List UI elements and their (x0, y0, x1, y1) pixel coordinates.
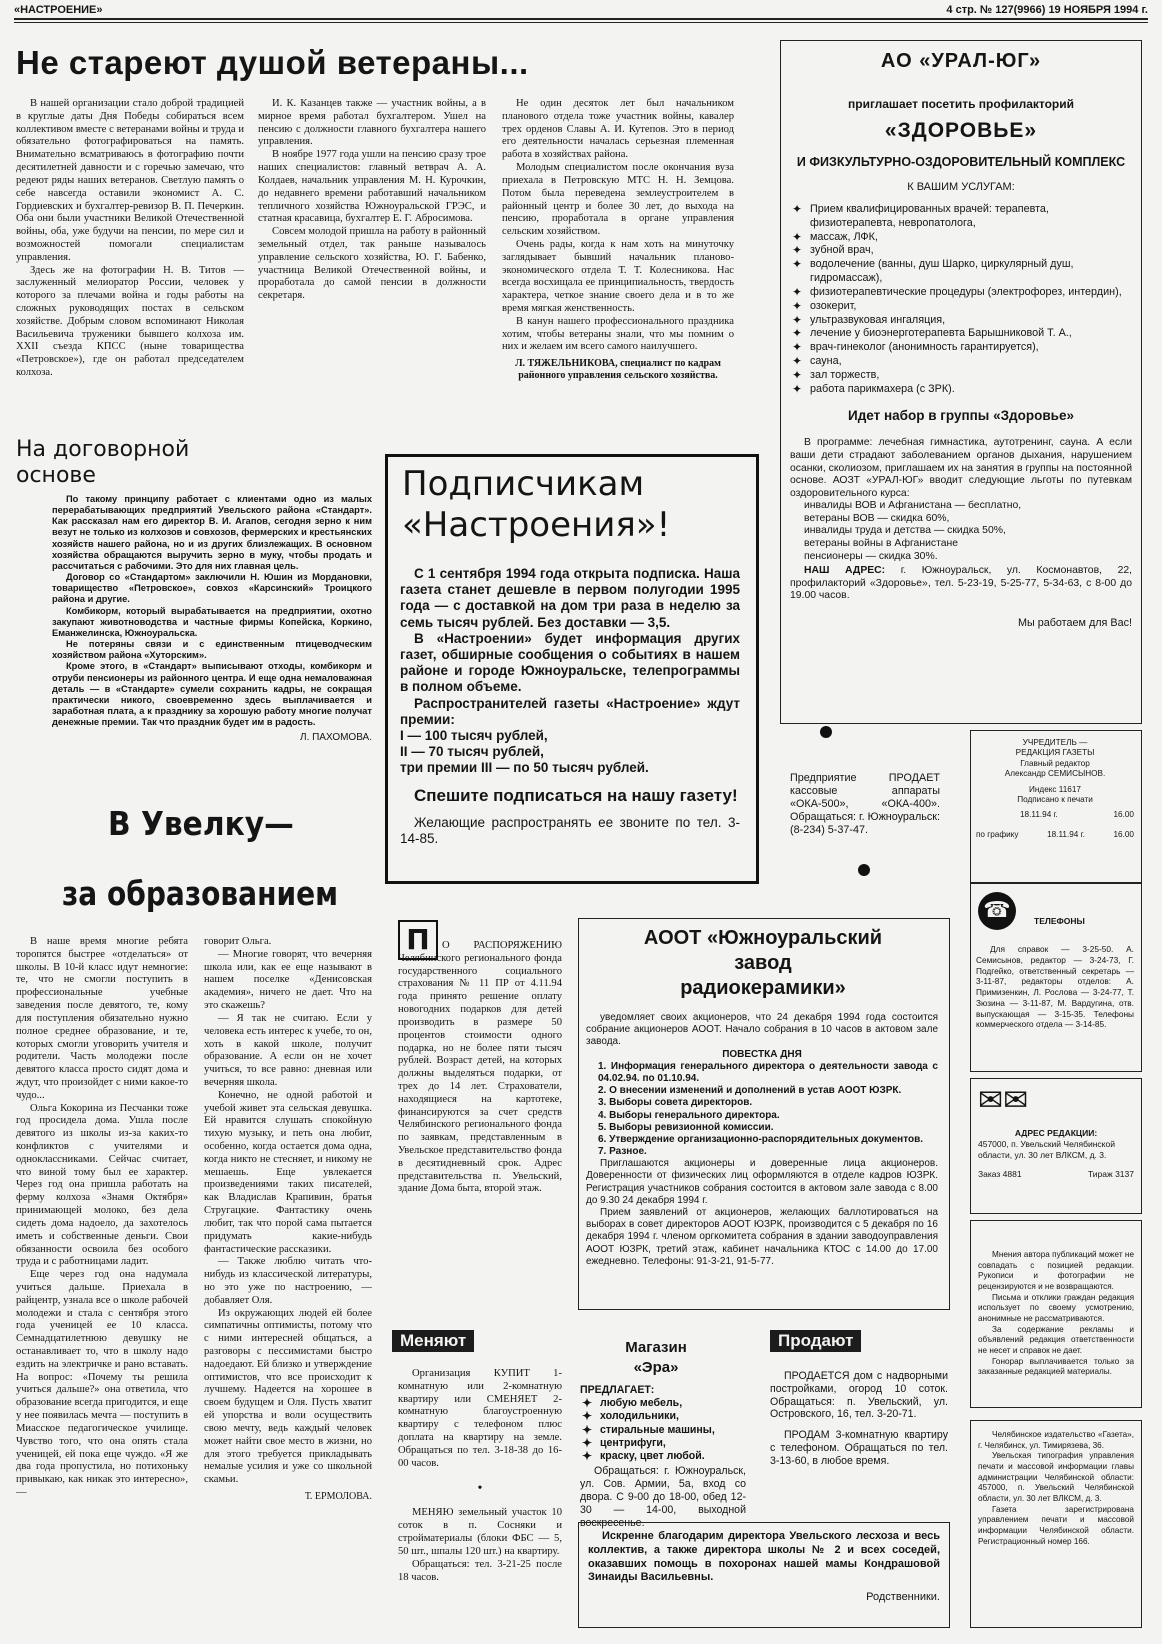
prize-3: три премии III — по 50 тысяч рублей. (400, 760, 649, 776)
prodayut-p1: ПРОДАЕТСЯ дом с надворными постройками, огород 10 соток. Обращаться: п. Увельский, ул. Островского, 16, тел. 3-20-71. (770, 1370, 948, 1421)
disclaimer-p: За содержание рекламы и объявлений редакция ответственности не несет и справок не дает. (978, 1324, 1134, 1355)
agenda-item: 4. Выборы генерального директора. (598, 1109, 780, 1121)
benefit-item: инвалиды труда и детства — скидка 50%, (804, 525, 1006, 537)
ural-closing: Мы работаем для Вас! (1017, 616, 1132, 629)
article2-title-line1: На договорной (16, 437, 190, 462)
disclaimer-content (978, 1250, 1134, 1378)
publisher-p: Газета зарегистрирована управлением печати и массовой информации Челябинской области. Регистрационный номер 166. (978, 1504, 1134, 1546)
prodayut-tag (770, 1330, 861, 1352)
article3-title-line1: В Увелку— (108, 804, 294, 843)
article1-column-1 (16, 98, 244, 380)
subscribe-body (400, 566, 740, 847)
ural-program (790, 437, 1132, 603)
disclaimer-p: Гонорар выплачивается только за заказанные редакцией материалы. (978, 1356, 1134, 1377)
paragraph: В ноябре 1977 года ушли на пенсию сразу трое наших специалистов: главный ветврач А. А. Колдаев, начальник управления М. Н. Курочкин, до недавнего времени работавший начальником тепличного хозяйства Южноуральской ГРЭС, и статная красавица, бухгалтер Е. Г. Абросимова. (258, 149, 486, 225)
list-item: ✦ стиральные машины, (580, 1424, 746, 1437)
envelope-icon: ✉✉ (978, 1083, 1029, 1118)
article2-title-line2: основе (16, 463, 96, 489)
bullet-dot-2 (858, 864, 870, 876)
dot-separator: • (477, 1480, 483, 1496)
benefit-item: пенсионеры — скидка 30%. (804, 550, 938, 562)
prodayut-p2: ПРОДАМ 3-комнатную квартиру с телефоном. Обращаться по тел. 3-13-60, в любое время. (770, 1429, 948, 1467)
phones-text (976, 944, 1134, 1030)
founders-line1: УЧРЕДИТЕЛЬ — (1022, 738, 1088, 747)
era-list (580, 1397, 746, 1463)
subscribe-title-line2: «Настроения»! (402, 505, 671, 546)
phones-body: Для справок — 3-25-50. А. Семисынов, редактор — 3-24-73, Г. Подгейко, ответственный секретарь — 3-11-87, редакторы отделов: А. Примизенкин, Л. Рослова — 3-24-77, Т. Зюзина — 3-11-87, М. Вардугина, отв. выпускающая — 3-15-35. Телефоны коммерческого отдела — 3-14-85. (976, 944, 1134, 1030)
article2-signature: Л. ПАХОМОВА. (300, 732, 372, 744)
order-info (978, 1169, 1022, 1180)
order-number: 4881 (1002, 1169, 1022, 1180)
era-body (580, 1384, 746, 1529)
article3-title (108, 804, 294, 843)
menyayut-p2: МЕНЯЮ земельный участок 10 соток в п. Сосняки и стройматериалы (блоки ФБС — 5, 50 шт., шпалы 120 шт.) на квартиру. (398, 1507, 562, 1557)
menyayut-p3: Обращаться: тел. 3-21-25 после 18 часов. (398, 1558, 562, 1583)
founders-index: Индекс 11617 (1029, 785, 1081, 794)
paragraph: Договор со «Стандартом» заключили Н. Юшин из Мордановки, товарищество «Петровское», совхоз «Карсинский» Троицкого района и другие. (52, 572, 372, 605)
disclaimer-p: Письма и отклики граждан редакция использует по своему усмотрению, анонимные не рассматриваются. (978, 1292, 1134, 1323)
paragraph: И. К. Казанцев также — участник войны, а в мирное время работал бухгалтером. Ушел на пенсию с должности главного бухгалтера нашего управления. (258, 98, 486, 148)
list-item: ✦ работа парикмахера (с ЗРК). (790, 383, 1132, 397)
list-item: ✦ любую мебель, (580, 1397, 746, 1410)
thanks-text: Искренне благодарим директора Увельского лесхоза и весь коллектив, а также директора школы № 2 и всех соседей, оказавших помощь в похоронах нашей мамы Кондрашовой Зинаиды Васильевны. (588, 1530, 940, 1584)
subscribe-p2: В «Настроении» будет информация других газет, обширные сообщения о событиях в нашем районе и городе Южноуральске, телепрограммы в полном объеме. (400, 630, 740, 695)
menyayut-p1: Организация КУПИТ 1-комнатную или 2-комнатную квартиру или СМЕНЯЕТ 2-комнатную благоустроенную квартиру с телефоном плюс доплата на квартиру на земле. Обращаться по тел. 3-18-38 до 16-00 часов. (398, 1368, 562, 1469)
article3-column-1 (16, 936, 188, 1500)
subscribe-p1: С 1 сентября 1994 года открыта подписка. Наша газета станет дешевле в первом полугодии 1995 года — с доставкой на дом три раза в неделю за семь тысяч рублей. Без доставки — 3,5. (400, 566, 740, 630)
founders-row2 (976, 830, 1134, 840)
ural-services-list (790, 203, 1132, 396)
masthead-rule-thin (14, 22, 1148, 23)
article3-signature: Т. ЕРМОЛОВА. (304, 1490, 372, 1502)
list-item: ✦ центрифуги, (580, 1437, 746, 1450)
article3-column-2 (204, 936, 372, 1503)
prodayut-label: Продают (770, 1330, 861, 1352)
founders-date1: 18.11.94 г. (1020, 809, 1058, 819)
article1-column-3 (502, 98, 734, 382)
run-label: Тираж (1087, 1169, 1113, 1180)
agenda-item: 2. О внесении изменений и дополнений в устав АООТ ЮЗРК. (598, 1085, 902, 1097)
ural-services-title: К ВАШИМ УСЛУГАМ: (907, 181, 1015, 193)
subscribe-call: Спешите подписаться на нашу газету! (414, 786, 738, 806)
list-item: ✦ врач-гинеколог (анонимность гарантируется), (790, 341, 1132, 355)
oka-text: Предприятие ПРОДАЕТ кассовые аппараты «ОКА-500», «ОКА-400». Обращаться: г. Южноуральск: (8-234) 5-37-47. (790, 772, 940, 837)
founders-line2: РЕДАКЦИЯ ГАЗЕТЫ (1015, 748, 1095, 758)
decree-body: О РАСПОРЯЖЕНИЮ Челябинского регионального фонда государственного социального страхования № 11 ПР от 4.11.94 года принято решение оплату новогодних подарков для детей производить в размере 50 процентов стоимости одного подарка, но не более пяти тысяч рублей. Возраст детей, на которых должны выделяться подарки, от трех до 14 лет. Страхователи, находящиеся на картотеке, финансируются за счет средств Челябинского регионального фонда по заявкам, представленным в Увельское представительство фонда в десятидневный срок. Адрес представительства п. Увельский, здание Дома быта, второй этаж. (398, 940, 562, 1195)
publisher-p: Челябинское издательство «Газета», г. Челябинск, ул. Тимирязева, 36. (978, 1430, 1134, 1450)
article2-title (16, 437, 189, 490)
list-item: ✦ водолечение (ванны, душ Шарко, циркулярный душ, гидромассаж), (790, 258, 1132, 286)
address-text: 457000, п. Увельский Челябинской области, ул. 30 лет ВЛКСМ, д. 3. (978, 1139, 1115, 1161)
era-title-line1: Магазин (625, 1339, 687, 1356)
phones-label: ТЕЛЕФОНЫ (1034, 916, 1085, 926)
paragraph: — Я так не считаю. Если у человека есть интерес к учебе, то он, хоть в какой школе, получит образование. А если он не хочет учиться, то все равно: дневная или вечерняя школа. (204, 1012, 372, 1088)
radio-title (580, 926, 946, 1001)
founders-line3: Главный редактор (1020, 758, 1090, 768)
subscribe-title (402, 464, 670, 547)
benefit-item: ветераны войны в Афганистане (804, 538, 959, 549)
benefit-item: ветераны ВОВ — скидка 60%, (804, 512, 950, 524)
publisher-p: Увельская типография управления печати и массовой информации главы администрации Челябинской области: 457000, п. Увельский Челябинской области, ул. 30 лет ВЛКСМ, д. 3. (978, 1451, 1134, 1503)
ural-program-text: В программе: лечебная гимнастика, аутотренинг, сауна. А если ваши дети страдают заболеванием органов дыхания, нарушением осанки, сколиозом, приглашаем их на занятия в группы на постоянной основе. АОЗТ «УРАЛ-ЮГ» вводит следующие льготы по путевкам оздоровительного курса: (790, 437, 1132, 499)
masthead-issue: 4 стр. № 127(9966) 19 НОЯБРЯ 1994 г. (946, 4, 1148, 16)
menyayut-label: Меняют (392, 1330, 474, 1352)
run-number: 3137 (1115, 1169, 1134, 1180)
paragraph: Кроме этого, в «Стандарт» выписывают отходы, комбикорм и отруби пенсионеры из районного центра. И еще одна немаловажная деталь — в «Стандарте» сумели сохранить кадры, не сокращая практически никого, своевременно здесь выплачивается и заработная плата, а к празднику за хорошую работу многие получат денежные премии. Так что праздник будет им в радость. (52, 661, 372, 728)
agenda-item: 6. Утверждение организационно-распорядительных документов. (598, 1133, 924, 1145)
radio-body (586, 1012, 938, 1268)
radio-title-line1: АООТ «Южноуральский (643, 927, 883, 949)
list-item: ✦ физиотерапевтические процедуры (электрофорез, интердин), (790, 286, 1132, 300)
prize-2: II — 70 тысяч рублей, (400, 744, 544, 760)
address-order-row (978, 1169, 1134, 1180)
order-label: Заказ (978, 1169, 1001, 1180)
founders-date2: 18.11.94 г. (1047, 829, 1085, 839)
paragraph: — Многие говорят, что вечерняя школа или, как ее еще называют в нашем поселке «Денисовская академия», ничего не дает. Что на это скажешь? (204, 948, 372, 1012)
ural-name: «ЗДОРОВЬЕ» (884, 119, 1038, 142)
radio-agenda-title: ПОВЕСТКА ДНЯ (722, 1048, 802, 1060)
era-title (578, 1338, 734, 1379)
list-item: ✦ массаж, ЛФК, (790, 231, 1132, 245)
era-offers: ПРЕДЛАГАЕТ: (580, 1384, 655, 1396)
article1-column-2 (258, 98, 486, 303)
telephone-icon: ☎ (978, 892, 1016, 930)
founders-line4: Александр СЕМИСЫНОВ. (1004, 768, 1106, 778)
list-item: ✦ зал торжеств, (790, 369, 1132, 383)
radio-p2: Приглашаются акционеры и доверенные лица акционеров. Доверенности от физических лиц оформляются в отделе кадров ЮЗРК. Регистрация участников собрания состоится в актовом зале завода с 8.00 до 9.30 24 декабря 1994 г. (586, 1158, 938, 1206)
run-info (1088, 1169, 1134, 1180)
thanks-signature: Родственники. (866, 1591, 940, 1603)
article3-title-line2: за образованием (62, 874, 339, 913)
paragraph: Молодым специалистом после окончания вуза приехала в Петровскую МТС Н. Н. Земцова. Потом была переведена землеустроителем в районный центр и более 30 лет, до выхода на пенсию, проработала в органе управления сельским хозяйством. (502, 162, 734, 238)
paragraph: Ольга Кокорина из Песчанки тоже год просидела дома. Ушла после девятого из школы из-за каких-то конфликтов с учителями и одноклассниками. Сейчас считает, что виной тому был ее характер. Через год она пришла работать на ферму колхоза «Знамя Октября» принимающей молоко, без дела сидеть дома надоело, да захотелось иметь и собственные деньги. Свои обязанности освоила без особого труда и с работницами ладит. (16, 1102, 188, 1268)
paragraph: По такому принципу работает с клиентами одно из малых перерабатывающих предприятий Увельского района «Стандарт». Как рассказал нам его директор В. И. Агапов, сегодня зерно к ним везут не только из колхозов и совхозов, фермерских и крестьянских хозяйств нашего района, но и из других близлежащих. В основном хозяйства обращаются выручить зерно в муку, чтобы продать и рассчитаться с рабочими. Это для них главная цель. (52, 494, 372, 571)
prize-1: I — 100 тысяч рублей, (400, 727, 548, 743)
agenda-item: 7. Разное. (598, 1146, 647, 1158)
list-item: ✦ краску, цвет любой. (580, 1450, 746, 1463)
address-content (978, 1128, 1134, 1180)
era-title-line2: «Эра» (633, 1359, 679, 1377)
radio-intro: уведомляет своих акционеров, что 24 декабря 1994 года состоится собрание акционеров АООТ. Начало собрания в 10 часов в актовом зале завода. (586, 1012, 938, 1048)
paragraph: В наше время многие ребята торопятся быстрее «отделаться» от школы. В 10-й класс идут немногие: те, что не смогли поступить в профессиональные учебные заведения после девятого, те, кому для поступления обязательно нужно полное среднее образование, и те, которых смогли уговорить учителя и родители. Часть молодежи после девятого класса просто сидят дома и ждут, что произойдет с ними какое-то чудо... (16, 936, 188, 1101)
masthead-name: «НАСТРОЕНИЕ» (14, 4, 103, 16)
paragraph: В нашей организации стало доброй традицией в круглые даты Дня Победы собираться всем коллективом вместе с ветеранами войны и труда и обязательно фотографироваться на память. Внимательно всматриваюсь в фотографию почти десятилетней давности и с горечью замечаю, что редеют ряды наших ветеранов. Светлую память о себе навсегда оставили экономист А. С. Гордиевских и бухгалтер-ревизор В. П. Печеркин. Оба они были участники Великой Отечественной войны, оба, уже будучи на пенсии, по мере сил и возможностей помогали специалистам управления. (16, 98, 244, 263)
ural-address-label: НАШ АДРЕС: (804, 565, 886, 577)
decree-initial: П (398, 920, 438, 960)
paragraph: Очень рады, когда к нам хоть на минуточку заглядывает бывший начальник планово-экономического отдела Т. Т. Колесникова. Нас всегда восхищала ее принципиальность, твердость характера, четкое знание своего дела и в то же время мягкая женственность. (502, 238, 734, 314)
paragraph: Здесь же на фотографии Н. В. Титов — заслуженный мелиоратор России, человек у которого за плечами война и годы работы на сложных руководящих постах в сельском хозяйстве. Добрым словом вспоминают Николая Васильевича труженики бывшего колхоза им. XXII съезда КПСС (ныне товарищества «Петровское»), где он работал председателем колхоза. (16, 264, 244, 379)
founders-time1: 16.00 (1113, 809, 1134, 819)
decree-text (398, 940, 562, 1196)
subscribe-title-line1: Подписчикам (402, 464, 645, 504)
founders-content (976, 738, 1134, 840)
list-item: ✦ зубной врач, (790, 244, 1132, 258)
subscribe-p4: Желающие распространять ее звоните по тел. 3-14-85. (400, 814, 740, 847)
ural-sub: И ФИЗКУЛЬТУРНО-ОЗДОРОВИТЕЛЬНЫЙ КОМПЛЕКС (796, 155, 1126, 169)
menyayut-body (398, 1368, 562, 1584)
radio-title-line2: завод (734, 952, 792, 974)
paragraph: Из окружающих людей ей более симпатичны оптимисты, потому что с ними интересней общаться, а разговоры с пессимистами быстро надоедают. Ей близко и утверждение оптимистов, что все происходит к лучшему. Надеется на хорошее в своем будущем и Оля. Пусть хватит ей упорства и воли осуществить свою мечту, ведь каждый человек может найти свое место в жизни, но для этого требуется прикладывать немалые усилия и уже со школьной скамьи. (204, 1307, 372, 1486)
list-item: ✦ лечение у биоэнерготерапевта Барышниковой Т. А., (790, 327, 1132, 341)
article3-title-2 (62, 874, 338, 913)
thanks-content (588, 1530, 940, 1605)
paragraph: Конечно, не одной работой и учебой живет эта сельская девушка. Ей нравится слушать спокойную тихую музыку, и петь она любит, особенно, когда остается дома одна, когда никто не стесняет, и никому не мешаешь. Еще увлекается произведениями таких писателей, как Владислав Крапивин, братья Стругацкие. Фантастику очень любит, так что порой сама пытается придумать какие-нибудь фантастические рассказики. (204, 1089, 372, 1255)
bullet-dot (820, 726, 832, 738)
ural-groups: Идет набор в группы «Здоровье» (848, 408, 1074, 424)
founders-sign: Подписано к печати (1017, 795, 1093, 805)
agenda-item: 5. Выборы ревизионной комиссии. (598, 1121, 774, 1133)
agenda-item: 3. Выборы совета директоров. (598, 1097, 753, 1109)
ural-address: г. Южноуральск, ул. Космонавтов, 22, профилакторий «Здоровье», тел. 5-23-19, 5-25-77, 5-34-63, с 8-00 до 19.00 часов. (790, 565, 1133, 602)
article1-title: Не стареют душой ветераны... (16, 44, 529, 81)
article2-body (52, 494, 372, 744)
masthead-rule (14, 18, 1148, 20)
paragraph: В канун нашего профессионального праздника хотим, чтобы ветераны знали, что мы помним о них и желаем им всего самого наилучшего. (502, 315, 734, 353)
paragraph: — Также люблю читать что-нибудь из классической литературы, но это уже по настроению, — добавляет Оля. (204, 1256, 372, 1306)
radio-title-line3: радиокерамики» (680, 977, 846, 999)
ural-content (790, 50, 1132, 629)
subscribe-p3: Распространителей газеты «Настроение» ждут премии: (400, 695, 740, 727)
founders-time2: 16.00 (1113, 829, 1134, 839)
address-label: АДРЕС РЕДАКЦИИ: (1014, 1128, 1098, 1138)
list-item: ✦ ультразвуковая ингаляция, (790, 314, 1132, 328)
founders-row1 (976, 810, 1134, 820)
era-address: Обращаться: г. Южноуральск, ул. Сов. Армии, 5а, вход со двора. С 9-00 до 18-00, обед 12-30 — 14-00, выходной воскресенье. (580, 1465, 746, 1529)
radio-p3: Прием заявлений от акционеров, желающих баллотироваться на выборах в совет директоров АООТ ЮЗРК, производится с 5 декабря по 16 декабря 1994 г. членом оргкомитета собрания в здании заводоуправления АООТ ЮЗРК, третий этаж, кабинет начальника КТОС с 14.00 до 17.00 ежедневно. Телефоны: 91-3-21, 91-5-77. (586, 1207, 938, 1267)
paragraph: Не потеряны связи и с единственным птицеводческим хозяйством района «Хуторским». (52, 639, 372, 661)
paragraph: Еще через год она надумала учиться дальше. Приехала в райцентр, узнала все о школе рабочей молодежи и стала с сентября этого года ученицей ее 10 класса. Семнадцатилетнюю девушку не останавливает то, что в школу надо ездить на электричке и рано вставать. На вопрос: «Почему ты решила учиться дальше?» она ответила, что образование всегда пригодится, и еще у нее появилась мечта — поступить в Миасское педагогическое училище. Чувство того, что она опять стала ученицей, ей пока еще чуждо. «Я же два года пропустила, но потихоньку привыкаю, как никак это интересно», — (16, 1269, 188, 1498)
disclaimer-p: Мнения автора публикаций может не совпадать с позицией редакции. Рукописи и фотографии не рецензируются и не возвращаются. (978, 1250, 1134, 1291)
list-item: ✦ холодильники, (580, 1410, 746, 1423)
list-item: ✦ Прием квалифицированных врачей: терапевта, физиотерапевта, невропатолога, (790, 203, 1132, 231)
ural-address-line (790, 565, 1132, 603)
benefit-item: инвалиды ВОВ и Афганистана — бесплатно, (804, 500, 1022, 512)
founders-schedule: по графику (976, 829, 1019, 839)
menyayut-tag (392, 1330, 474, 1352)
ural-invite: приглашает посетить профилакторий (847, 97, 1075, 111)
list-item: ✦ сауна, (790, 355, 1132, 369)
paragraph: Комбикорм, который вырабатывается на предприятии, охотно закупают животноводства и частные фирмы Копейска, Коркино, Еманжелинска, Южноуральска. (52, 605, 372, 638)
oka-ad (790, 772, 940, 837)
list-item: ✦ озокерит, (790, 300, 1132, 314)
agenda-item: 1. Информация генерального директора о деятельности завода с 04.02.94. по 01.10.94. (598, 1060, 938, 1084)
article1-signature: Л. ТЯЖЕЛЬНИКОВА, специалист по кадрам районного управления сельского хозяйства. (515, 358, 721, 382)
ural-title: АО «УРАЛ-ЮГ» (880, 50, 1042, 72)
paragraph: говорит Ольга. (204, 936, 272, 947)
paragraph: Не один десяток лет был начальником планового отдела тоже участник войны, кавалер трех орденов Славы А. И. Кутепов. Это в период его деятельности началась серьезная племенная работа в хозяйствах района. (502, 98, 734, 161)
prodayut-body (770, 1370, 948, 1468)
publisher-content (978, 1430, 1134, 1547)
paragraph: Совсем молодой пришла на работу в районный земельный отдел, так раньше называлось управление сельского хозяйства, Ю. Г. Бабенко, участница Великой Отечественной войны, и проработала до самой пенсии в должности секретаря. (258, 226, 486, 302)
